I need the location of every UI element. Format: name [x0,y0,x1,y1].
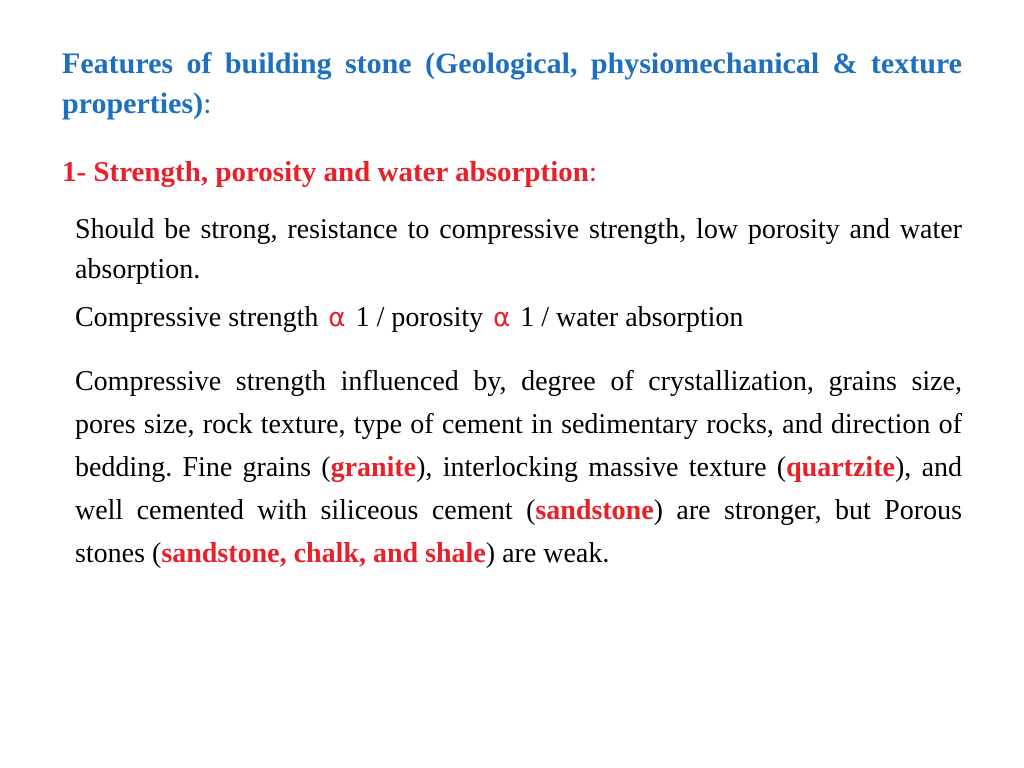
section-heading-text: 1- Strength, porosity and water absorption [62,156,589,188]
section-heading-colon: : [588,156,597,188]
relation-part-compressive-strength: Compressive strength [75,302,319,333]
highlight-sandstone: sandstone [535,495,654,526]
slide-title-colon: : [203,87,212,120]
strength-relation [75,298,962,338]
highlight-weak-stones: sandstone, chalk, and shale [161,538,486,569]
section-heading [62,152,962,192]
highlight-quartzite: quartzite [786,452,895,483]
relation-part-water-absorption: 1 / water absorption [520,302,744,333]
strength-requirement-paragraph: Should be strong, resistance to compressive strength, low porosity and water absorption. [75,214,962,285]
slide-title-text: Features of building stone (Geological, physiomechanical & texture properties) [62,47,962,120]
strength-factors-paragraph [75,360,962,575]
factors-text-5: ) are weak. [485,538,610,569]
factors-text-4: ) are stronger, but Porous stones ( [75,495,962,569]
proportional-symbol: α [493,303,511,333]
highlight-granite: granite [330,452,417,483]
slide-title [62,44,962,124]
proportional-symbol: α [328,303,346,333]
factors-text-2: ), interlocking massive texture ( [416,452,787,483]
factors-text-1: Compressive strength influenced by, degree of crystallization, grains size, pores size, rock texture, type of cement in sedimentary rocks, and direction of bedding. Fine grains ( [75,366,962,483]
relation-part-porosity: 1 / porosity [355,302,484,333]
factors-text-3: ), and well cemented with siliceous cement ( [75,452,962,526]
